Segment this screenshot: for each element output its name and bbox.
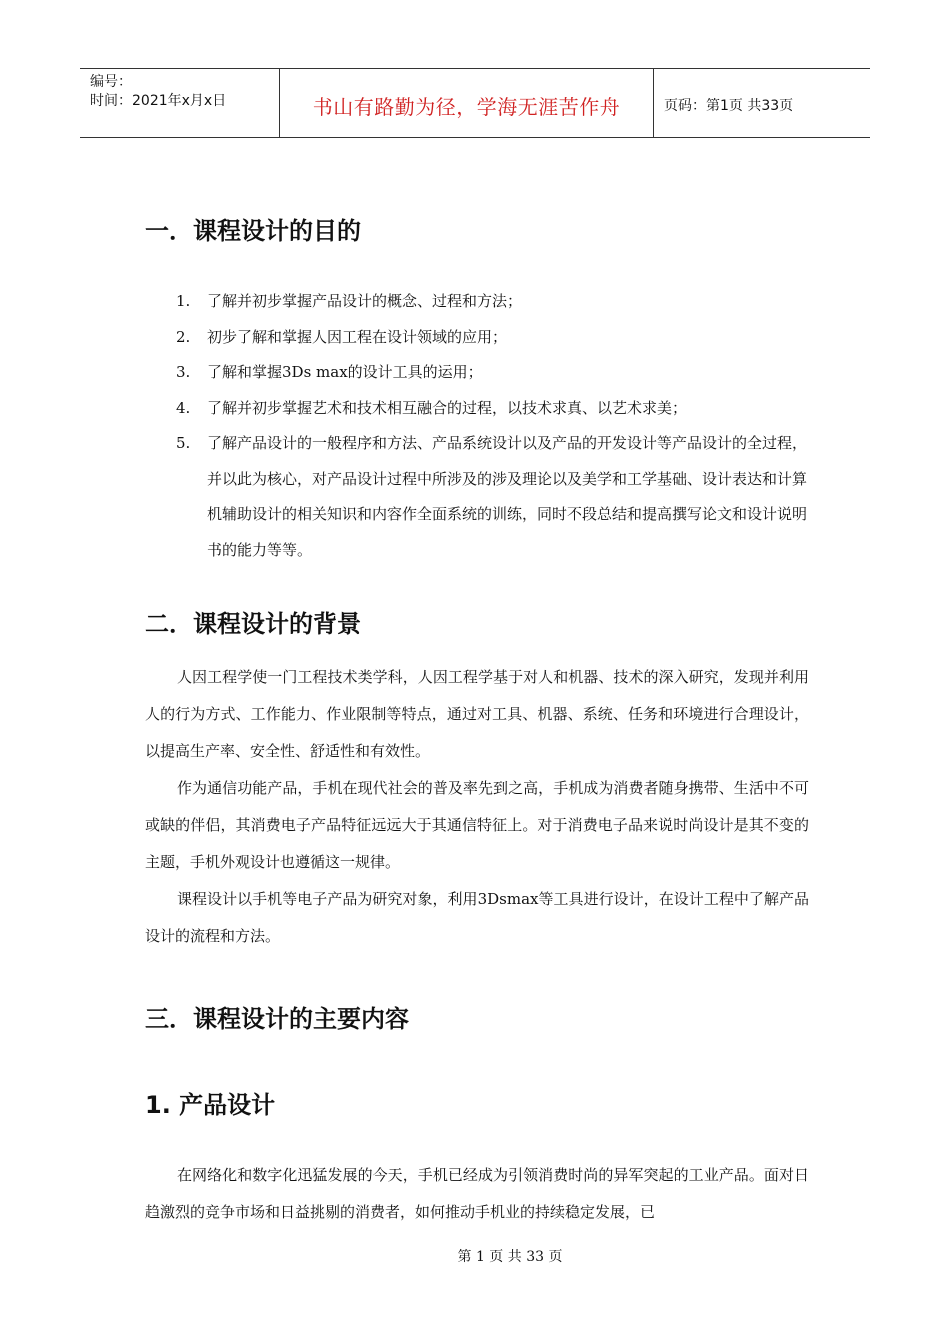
header-page-info: 页码：第1页 共33页 <box>664 98 794 114</box>
list-item-number: 3. <box>176 363 191 381</box>
list-item-text: 了解产品设计的一般程序和方法、产品系统设计以及产品的开发设计等产品设计的全过程，并以此为核心，对产品设计过程中所涉及的涉及理论以及美学和工学基础、设计表达和计算机辅助设计的相关知识和内容作全面系统的训练，同时不段总结和提高撰写论文和设计说明书的能力等等。 <box>207 434 808 559</box>
list-item-number: 2. <box>176 327 191 346</box>
list-item-text: 了解和掌握3Ds max的设计工具的运用； <box>207 363 483 381</box>
header-motto: 书山有路勤为径，学海无涯苦作舟 <box>280 69 654 137</box>
subsection-1-title: 1. 产品设计 <box>145 1091 276 1119</box>
section-1-title: 一．课程设计的目的 <box>145 217 361 245</box>
page-header <box>80 68 870 138</box>
list-item <box>176 320 816 356</box>
header-time-label: 时间：2021年x月x日 <box>90 93 227 109</box>
section-2-title: 二．课程设计的背景 <box>145 610 361 638</box>
section-3-title: 三．课程设计的主要内容 <box>145 1005 409 1033</box>
list-item <box>176 355 816 391</box>
list-item <box>176 426 816 568</box>
list-item <box>176 284 816 320</box>
list-item-number: 5. <box>176 434 191 452</box>
product-design-paragraph: 在网络化和数字化迅猛发展的今天，手机已经成为引领消费时尚的异军突起的工业产品。面对日趋激烈的竞争市场和日益挑剔的消费者，如何推动手机业的持续稳定发展，已 <box>145 1166 809 1221</box>
list-item-number: 1. <box>176 292 191 310</box>
list-item <box>176 391 816 427</box>
list-item-text: 初步了解和掌握人因工程在设计领域的应用； <box>207 327 508 346</box>
list-item-number: 4. <box>176 398 191 417</box>
list-item-text: 了解并初步掌握艺术和技术相互融合的过程，以技术求真、以艺术求美； <box>207 398 688 417</box>
header-number-label: 编号： <box>90 74 132 90</box>
background-paragraph-2: 作为通信功能产品，手机在现代社会的普及率先到之高，手机成为消费者随身携带、生活中不可或缺的伴侣，其消费电子产品特征远远大于其通信特征上。对于消费电子品来说时尚设计是其不变的主题，手机外观设计也遵循这一规律。 <box>145 779 809 871</box>
objectives-list <box>176 284 816 568</box>
page-footer: 第 1 页 共 33 页 <box>457 1249 563 1265</box>
header-meta <box>80 69 280 137</box>
background-paragraph-1: 人因工程学使一门工程技术类学科，人因工程学基于对人和机器、技术的深入研究，发现并利用人的行为方式、工作能力、作业限制等特点，通过对工具、机器、系统、任务和环境进行合理设计，以提高生产率、安全性、舒适性和有效性。 <box>145 668 809 760</box>
list-item-text: 了解并初步掌握产品设计的概念、过程和方法； <box>207 292 523 310</box>
background-paragraph-3: 课程设计以手机等电子产品为研究对象，利用3Dsmax等工具进行设计，在设计工程中了解产品设计的流程和方法。 <box>145 890 809 945</box>
